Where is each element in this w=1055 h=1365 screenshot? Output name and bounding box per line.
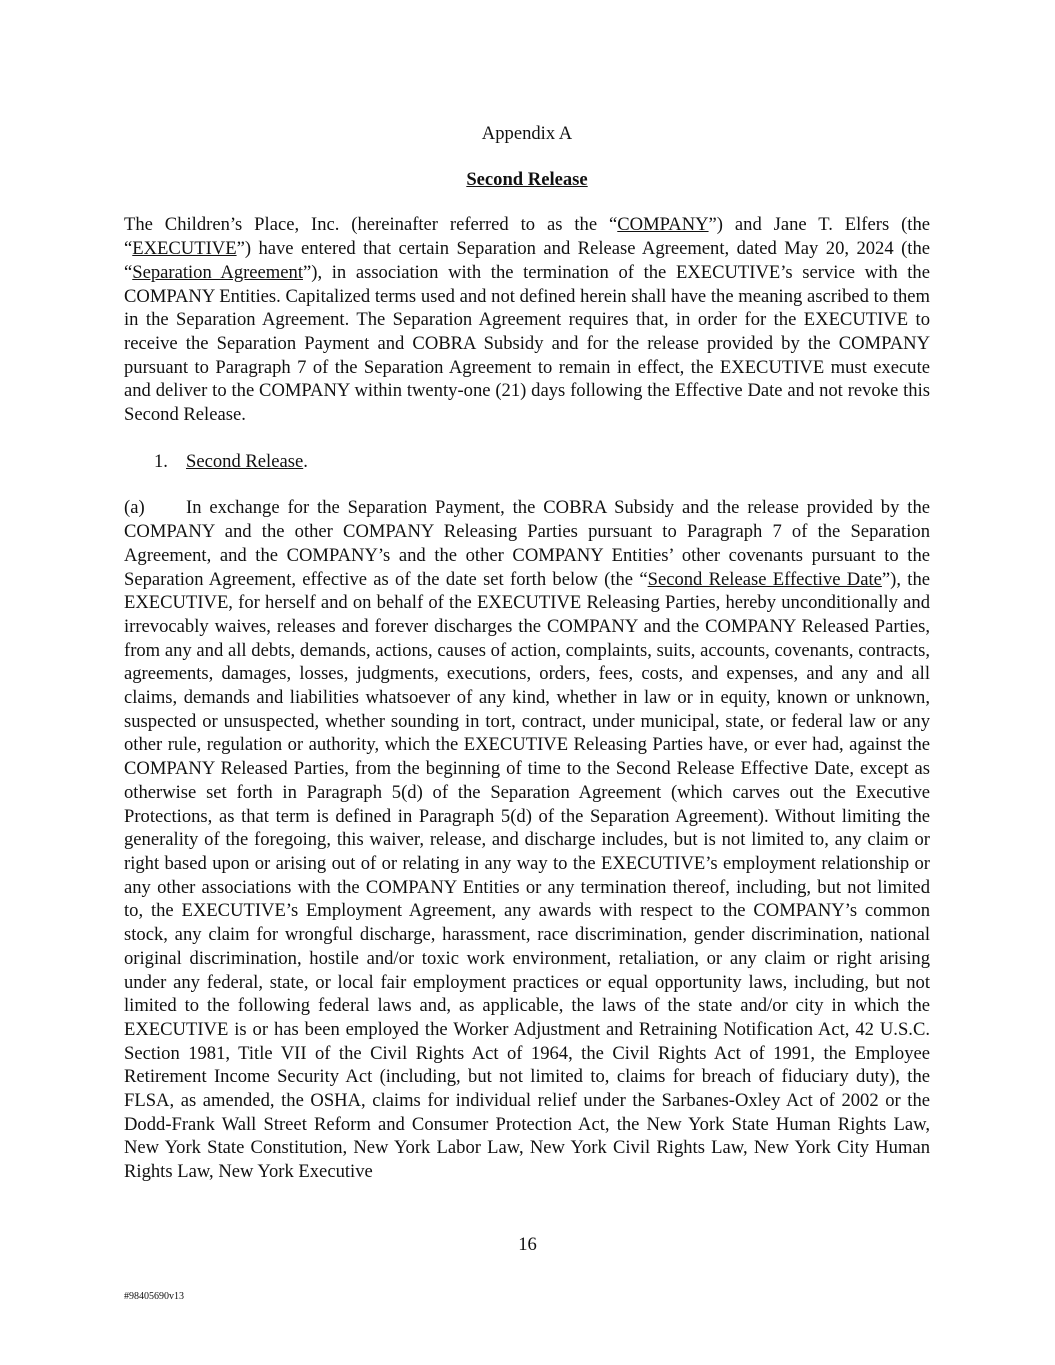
appendix-title: Appendix A (481, 123, 573, 144)
intro-text-1: The Children’s Place, Inc. (hereinafter referred to as the “ (124, 214, 618, 236)
item-number: 1. (154, 450, 168, 472)
defined-term-company: COMPANY (617, 214, 709, 236)
defined-term-separation-agreement: Separation Agreement (132, 261, 303, 283)
section-title: Second Release (466, 168, 588, 190)
item-heading: Second Release (186, 450, 304, 472)
paragraph-a-text-1: In exchange for the Separation Payment, the COBRA Subsidy and the release provided by the COMPANY and the other COMPANY Releasing Parties pursuant to Paragraph 7 of the Separation Agreement, and the COMPANY’s and the other COMPANY Entities’ other covenants pursuant to the Separation Agreement, effective as of the date set forth below (the “ (124, 497, 930, 590)
numbered-item-1 (154, 450, 930, 474)
paragraph-a-text-2: ”), the EXECUTIVE, for herself and on behalf of the EXECUTIVE Releasing Parties, hereby unconditionally and irrevocably waives, releases and forever discharges the COMPANY and the COMPANY Released Parties, from any and all debts, demands, actions, causes of action, complaints, suits, accounts, covenants, contracts, agreements, damages, losses, judgments, executions, orders, fees, costs, and expenses, and any and all claims, demands and liabilities whatsoever of any kind, whether in law or in equity, known or unknown, suspected or unsuspected, whether sounding in tort, contract, under municipal, state, or federal law or any other rule, regulation or authority, which the EXECUTIVE Releasing Parties have, or ever had, against the COMPANY Released Parties, from the beginning of time to the Second Release Effective Date, except as otherwise set forth in Paragraph 5(d) of the Separation Agreement (which carves out the Executive Protections, as that term is defined in Paragraph 5(d) of the Separation Agreement). Without limiting the generality of the foregoing, this waiver, release, and discharge includes, but is not limited to, any claim or right based upon or arising out of or relating in any way to the EXECUTIVE’s employment relationship or any other associations with the COMPANY Entities or any termination thereof, including, but not limited to, the EXECUTIVE’s Employment Agreement, any awards with respect to the COMPANY’s common stock, any claim for wrongful discharge, harassment, race discrimination, gender discrimination, national original discrimination, hostile and/or toxic work environment, retaliation, or any claim or right arising under any federal, state, or local fair employment practices or equal opportunity laws, including, but not limited to the following federal laws and, as applicable, the laws of the state and/or city in which the EXECUTIVE is or has been employed the Worker Adjustment and Retraining Notification Act, 42 U.S.C. Section 1981, Title VII of the Civil Rights Act of 1964, the Civil Rights Act of 1991, the Employee Retirement Income Security Act (including, but not limited to, claims for breach of fiduciary duty), the FLSA, as amended, the OSHA, claims for individual relief under the Sarbanes-Oxley Act of 2002 or the Dodd-Frank Wall Street Reform and Consumer Protection Act, the New York State Human Rights Law, New York State Constitution, New York Labor Law, New York Civil Rights Law, New York City Human Rights Law, New York Executive (124, 568, 930, 1183)
intro-paragraph (124, 213, 930, 426)
document-page (124, 122, 930, 1184)
intro-text-4: ”), in association with the termination of the EXECUTIVE’s service with the COMPANY Entities. Capitalized terms used and not defined herein shall have the meaning ascribed to them in the Separation Agreement. The Separation Agreement requires that, in order for the EXECUTIVE to receive the Separation Payment and COBRA Subsidy and for the release provided by the COMPANY pursuant to Paragraph 7 of the Separation Agreement to remain in effect, the EXECUTIVE must execute and deliver to the COMPANY within twenty-one (21) days following the Effective Date and not revoke this Second Release. (124, 261, 930, 426)
defined-term-executive: EXECUTIVE (132, 238, 237, 260)
paragraph-label: (a) (124, 497, 145, 519)
intro-text-3: ”) have entered that certain Separation and Release Agreement, dated May 20, 2024 (the “ (124, 238, 930, 283)
page-number: 16 (518, 1234, 537, 1255)
paragraph-a (124, 496, 930, 1183)
item-heading-period: . (303, 450, 308, 472)
intro-text-2: ”) and Jane T. Elfers (the “ (124, 214, 930, 260)
document-id: #98405690v13 (124, 1291, 184, 1302)
defined-term-second-release-effective-date: Second Release Effective Date (647, 568, 882, 590)
